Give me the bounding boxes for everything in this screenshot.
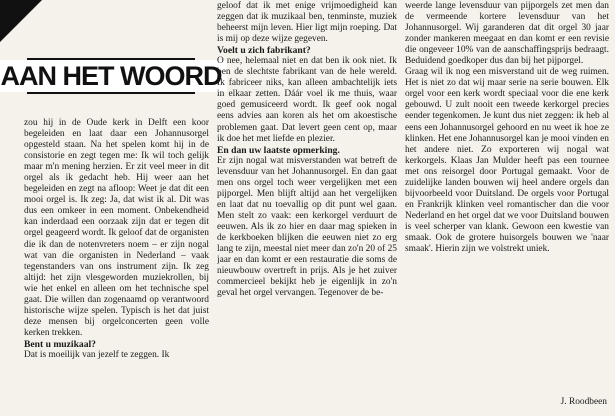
paragraph: zou hij in de Oude kerk in Delft een koor begeleiden en laat daar een Johannusorgel opgesteld staan. Na het spelen komt hij in de consistorie en zegt tegen me: Ik wil toch gelijk maar m'n mening herzien. Er zit veel meer in dit orgel als ik gedacht heb. Hij weer aan het begeleiden en zegt na afloop: Weet je dat dit een mooi orgel is. Ik zeg: Ja, dat wist ik al. Dit was dus een omkeer in een moment. Onbekendheid kan inderdaad een oorzaak zijn dat er tegen dit orgel geageerd wordt. Ik geloof dat de organisten die ik dan de notenvreters noem – er zijn nogal wat van die organisten in Nederland – vaak tegenstanders van ons instrument zijn. Ik zeg altijd: het zijn vlesgeworden muziekrollen, bij wie het enkel en alleen om het technische spel gaat. Die willen dan zogenaamd op verantwoord historische wijze spelen. Typisch is het dat juist deze mensen bij orgelconcerten geen volle kerken trekken. [24,118,209,338]
corner-decoration [0,0,42,42]
section-header [0,58,222,94]
article-column-3 [405,1,609,389]
paragraph: geloof dat ik met enige vrijmoedigheid kan zeggen dat ik muzikaal ben, tenminste, muziek beheerst mijn leven. Hier ligt mijn roeping. Dat is mij op deze wijze gegeven. [217,1,397,45]
author-signature: J. Roodbeen [560,397,607,407]
subheading: Voelt u zich fabrikant? [217,45,311,57]
paragraph: O nee, helemaal niet en dat ben ik ook niet. Ik ben de slechtste fabrikant van de hele wereld. Ik fabriceer niks, kan alleen ambachtelijk iets in elkaar zetten. Dáár voel ik me thuis, waar goed gemusiceerd wordt. Ik geef ook nogal eens advies aan koren als het om akoestische problemen gaat. Dat levert geen cent op, maar ik doe het met liefde en plezier. [217,56,397,144]
paragraph: Er zijn nogal wat misverstanden wat betreft de levensduur van het Johannusorgel. En dan gaat men ons orgel toch weer vergelijken met een pijporgel. Men blijft altijd aan het vergelijken en laat dat nu toevallig op dit punt wel gaan. Men stelt zo vaak: een kerkorgel verduurt de eeuwen. Als ik zo hier en daar mag spieken in de kerkboeken blijken die eeuwen niet zo erg lang te zijn, meestal niet meer dan zo'n 20 of 25 jaar en dan komt er een restauratie die soms de nieuwbouw overtreft in prijs. Als je het zuiver commercieel bekijkt heb je eigenlijk in zo'n geval het orgel vervangen. Tegenover de be- [217,155,397,299]
section-header-title: AAN HET WOORD [0,60,227,92]
paragraph: Dat is moeilijk van jezelf te zeggen. Ik [24,349,170,360]
article-column-1 [24,118,209,410]
paragraph: Graag wil ik nog een misverstand uit de weg ruimen. Het is niet zo dat wij maar serie na serie bouwen. Elk orgel voor een kerk wordt speciaal voor die ene kerk gebouwd. U zult nooit een tweede kerkorgel precies eender tegenkomen. Je kunt dus niet zeggen: ik heb al eens een Johannusorgel gehoord en nu weet ik hoe ze klinken. Het ene Johannusorgel kan je mooi vinden en het andere niet. Zo exporteren wij nogal wat kerkorgels. Klaas Jan Mulder heeft pas een tournee met ons reisorgel door Portugal gemaakt. Voor de zuidelijke landen bouwen wij heel andere orgels dan bijvoorbeeld voor Duitsland. De orgels voor Portugal en Frankrijk klinken veel romantischer dan die voor Nederland en het orgel dat we voor Duitsland bouwen is veel scherper van klank. Gewoon een kwestie van smaak. Ook de grotere huisorgels bouwen we 'naar smaak'. Hierin zijn we volstrekt uniek. [405,67,609,255]
paragraph: weerde lange levensduur van pijporgels zet men dan de vermeende kortere levensduur van het Johannusorgel. Wij garanderen dat dit orgel 30 jaar zonder mankeren meegaat en dan komt er een revisie die ongeveer 10% van de aanschaffingsprijs bedraagt. Beduidend goedkoper dus dan bij het pijporgel. [405,1,609,67]
article-column-2 [217,1,397,410]
subheading: En dan uw laatste opmerking. [217,144,340,156]
subheading: Bent u muzikaal? [24,338,96,350]
